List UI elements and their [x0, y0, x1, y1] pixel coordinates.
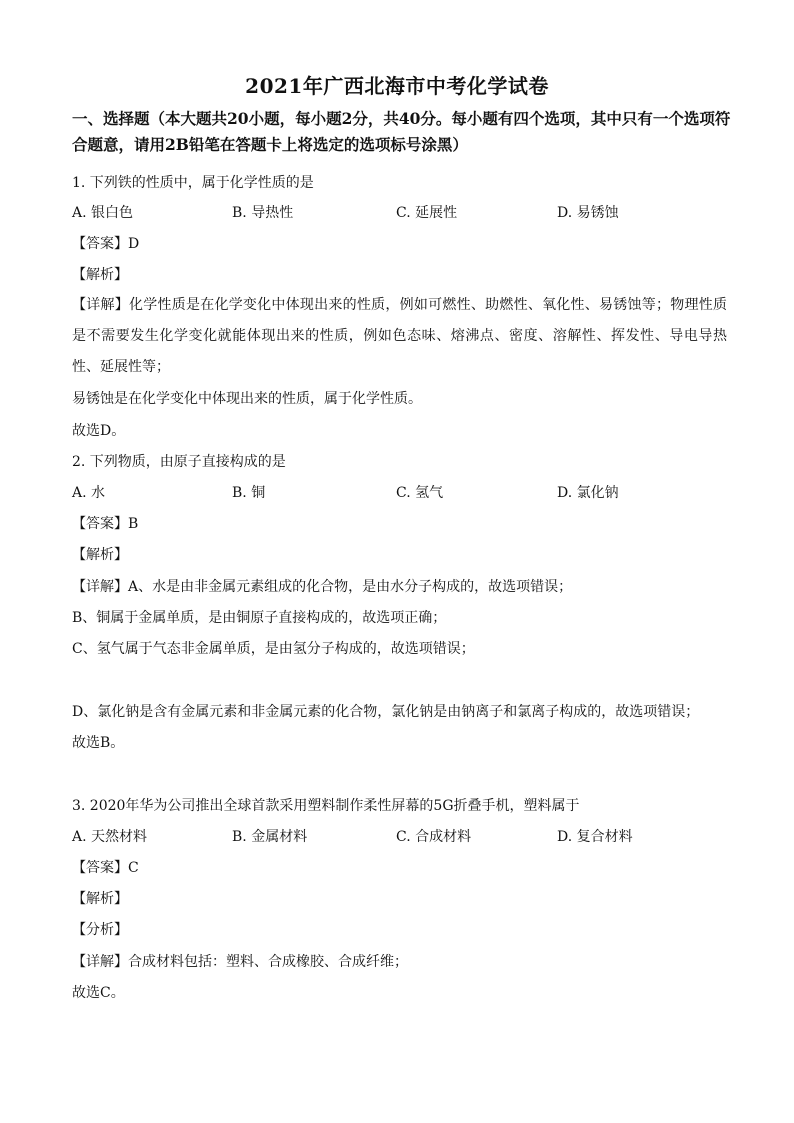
- q1-analysis-label: 【解析】: [72, 267, 128, 283]
- q2-option-c: C. 氢气: [396, 485, 444, 501]
- q3-option-a: A. 天然材料: [72, 829, 148, 845]
- q1-conclusion: 故选D。: [72, 423, 126, 439]
- question-2-stem: 2. 下列物质，由原子直接构成的是: [72, 454, 286, 470]
- q2-conclusion: 故选B。: [72, 735, 125, 751]
- section-heading: 一、选择题（本大题共20小题，每小题2分，共40分。每小题有四个选项，其中只有一个选项符合题意，请用2B铅笔在答题卡上将选定的选项标号涂黑）: [72, 109, 731, 154]
- q2-option-b: B. 铜: [232, 485, 266, 501]
- q1-detail: 【详解】化学性质是在化学变化中体现出来的性质，例如可燃性、助燃性、氧化性、易锈蚀等；物理性质是不需要发生化学变化就能体现出来的性质，例如色态味、熔沸点、密度、溶解性、挥发性、导电导热性、延展性等；: [72, 297, 727, 375]
- q1-option-d: D. 易锈蚀: [557, 205, 619, 221]
- q3-option-d: D. 复合材料: [557, 829, 633, 845]
- q1-answer: 【答案】D: [72, 236, 140, 252]
- q1-option-b: B. 导热性: [232, 205, 294, 221]
- q2-option-a: A. 水: [72, 485, 106, 501]
- q3-detail: 【详解】合成材料包括：塑料、合成橡胶、合成纤维；: [72, 954, 408, 970]
- q3-answer: 【答案】C: [72, 860, 139, 876]
- q3-option-b: B. 金属材料: [232, 829, 308, 845]
- q3-conclusion: 故选C。: [72, 985, 125, 1001]
- q2-detail-d: D、氯化钠是含有金属元素和非金属元素的化合物，氯化钠是由钠离子和氯离子构成的，故选项错误；: [72, 704, 700, 720]
- q2-answer: 【答案】B: [72, 516, 139, 532]
- question-1-stem: 1. 下列铁的性质中，属于化学性质的是: [72, 175, 314, 191]
- q2-option-d: D. 氯化钠: [557, 485, 619, 501]
- page-title: 2021年广西北海市中考化学试卷: [245, 74, 549, 98]
- question-3-stem: 3. 2020年华为公司推出全球首款采用塑料制作柔性屏幕的5G折叠手机，塑料属于: [72, 798, 580, 814]
- q3-fenxi-label: 【分析】: [72, 922, 128, 938]
- q2-detail-b: B、铜属于金属单质，是由铜原子直接构成的，故选项正确；: [72, 610, 447, 626]
- q1-option-a: A. 银白色: [72, 205, 134, 221]
- q2-detail-c: C、氢气属于气态非金属单质，是由氢分子构成的，故选项错误；: [72, 641, 475, 657]
- q1-detail-line2: 易锈蚀是在化学变化中体现出来的性质，属于化学性质。: [72, 391, 422, 407]
- q2-analysis-label: 【解析】: [72, 547, 128, 563]
- q1-option-c: C. 延展性: [396, 205, 458, 221]
- q3-analysis-label: 【解析】: [72, 891, 128, 907]
- q3-option-c: C. 合成材料: [396, 829, 472, 845]
- q2-detail-a: 【详解】A、水是由非金属元素组成的化合物，是由水分子构成的，故选项错误；: [72, 579, 573, 595]
